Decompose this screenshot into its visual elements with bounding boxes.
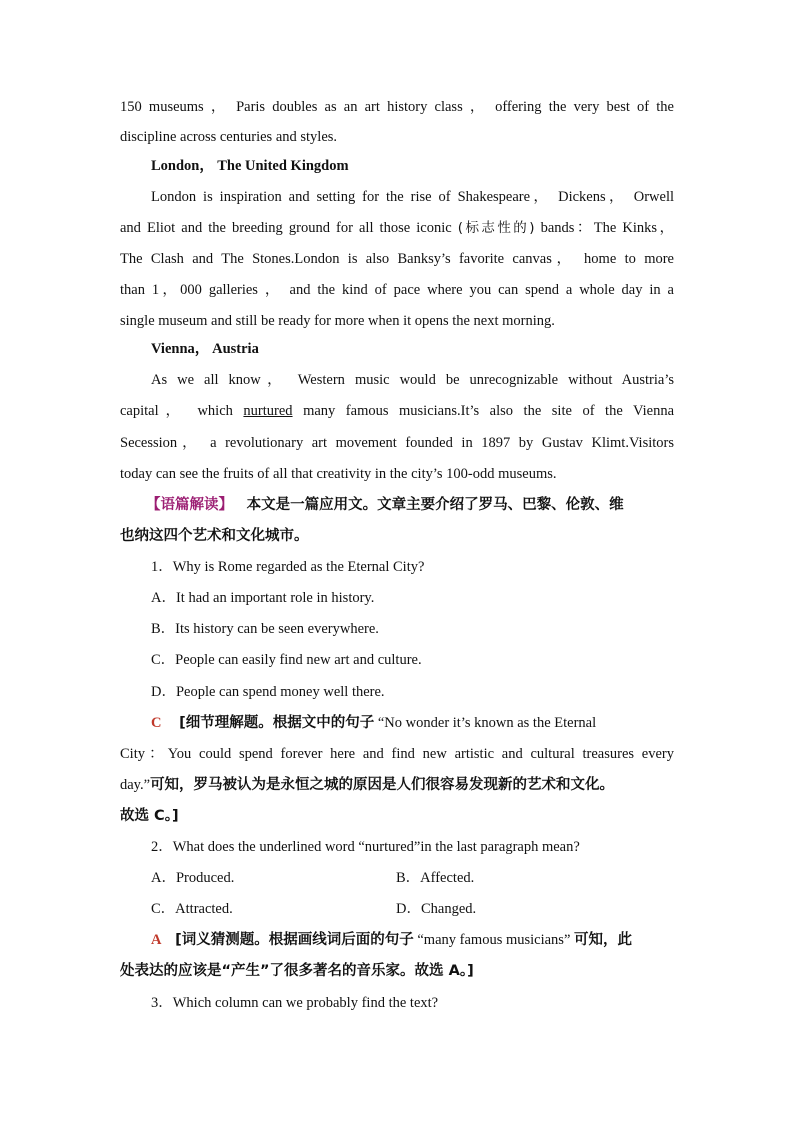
vienna-heading: Vienna， Austria <box>151 341 259 357</box>
q1-exp-3a: day.” <box>120 777 151 793</box>
q2-explanation-line-2: 处表达的应该是“产生”了很多著名的音乐家。故选 A。] <box>120 963 474 979</box>
q1-option-a: A．It had an important role in history. <box>151 590 375 606</box>
london-text-line-5: single museum and still be ready for more when it opens the next morning. <box>120 313 555 329</box>
paris-text-line-1: 150 museums ， Paris doubles as an art history class ， offering the very best of the <box>120 99 674 115</box>
paris-text-line-2: discipline across centuries and styles. <box>120 129 338 145</box>
london-text-line-4: than 1，000 galleries ， and the kind of pace where you can spend a whole day in a <box>120 282 674 298</box>
q2-option-b: B．Affected. <box>396 870 475 886</box>
vienna-text-line-2a: capital， which <box>120 403 233 419</box>
london-text-line-2a: and Eliot and the breeding ground for all those iconic <box>120 220 452 236</box>
q1-explanation-line-4: 故选 C。] <box>120 808 179 824</box>
q1-exp-1b: “No wonder it’s known as the Eternal <box>377 715 597 731</box>
q1-option-c: C．People can easily find new art and culture. <box>151 652 422 668</box>
q2-stem: 2．What does the underlined word “nurtured”in the last paragraph mean? <box>151 839 580 855</box>
iconic-gloss: (标志性的) <box>457 220 535 236</box>
vienna-text-line-2 <box>120 401 674 421</box>
london-text-line-3: The Clash and The Stones.London is also Banksy’s favorite canvas， home to more <box>120 251 674 267</box>
q1-option-d: D．People can spend money well there. <box>151 684 385 700</box>
q1-exp-3b: 可知，罗马被认为是永恒之城的原因是人们很容易发现新的艺术和文化。 <box>150 777 615 793</box>
underlined-word-nurtured: nurtured <box>243 403 293 419</box>
analysis-line-1 <box>146 495 669 515</box>
vienna-text-line-1: As we all know， Western music would be unrecognizable without Austria’s <box>151 372 674 388</box>
vienna-text-line-2b: many famous musicians.It’s also the site of the Vienna <box>303 403 674 419</box>
q1-option-b: B．Its history can be seen everywhere. <box>151 621 379 637</box>
q2-exp-1a: [词义猜测题。根据画线词后面的句子 <box>175 932 414 948</box>
analysis-tag: 【语篇解读】 <box>146 497 233 513</box>
q1-answer: C <box>151 715 162 731</box>
vienna-text-line-4: today can see the fruits of all that creativity in the city’s 100-odd museums. <box>120 466 557 482</box>
q1-explanation-line-1 <box>151 713 674 733</box>
q2-options-row-1 <box>151 868 674 888</box>
q1-exp-1a: [细节理解题。根据文中的句子 <box>179 715 375 731</box>
q2-explanation-line-1 <box>151 930 674 950</box>
london-text-line-1: London is inspiration and setting for the rise of Shakespeare， Dickens， Orwell <box>151 189 674 205</box>
q2-option-c: C．Attracted. <box>151 901 233 917</box>
analysis-line-2: 也纳这四个艺术和文化城市。 <box>120 528 309 544</box>
q2-options-row-2 <box>151 899 674 919</box>
q3-stem: 3．Which column can we probably find the text? <box>151 995 439 1011</box>
q1-explanation-line-2: City：You could spend forever here and find new artistic and cultural treasures every <box>120 746 674 762</box>
q2-answer: A <box>151 932 162 948</box>
q2-exp-1b: “many famous musicians” <box>417 932 571 948</box>
london-text-line-2 <box>120 218 674 238</box>
london-heading: London， The United Kingdom <box>151 158 349 174</box>
q2-option-d: D．Changed. <box>396 901 477 917</box>
q2-option-a: A．Produced. <box>151 870 235 886</box>
analysis-text-1: 本文是一篇应用文。文章主要介绍了罗马、巴黎、伦敦、维 <box>246 497 624 513</box>
q1-stem: 1．Why is Rome regarded as the Eternal City? <box>151 559 425 575</box>
q2-exp-1c: 可知，此 <box>574 932 633 948</box>
london-text-line-2c: bands：The Kinks， <box>540 220 674 236</box>
q1-explanation-line-3 <box>120 775 674 795</box>
vienna-text-line-3: Secession， a revolutionary art movement founded in 1897 by Gustav Klimt.Visitors <box>120 435 674 451</box>
